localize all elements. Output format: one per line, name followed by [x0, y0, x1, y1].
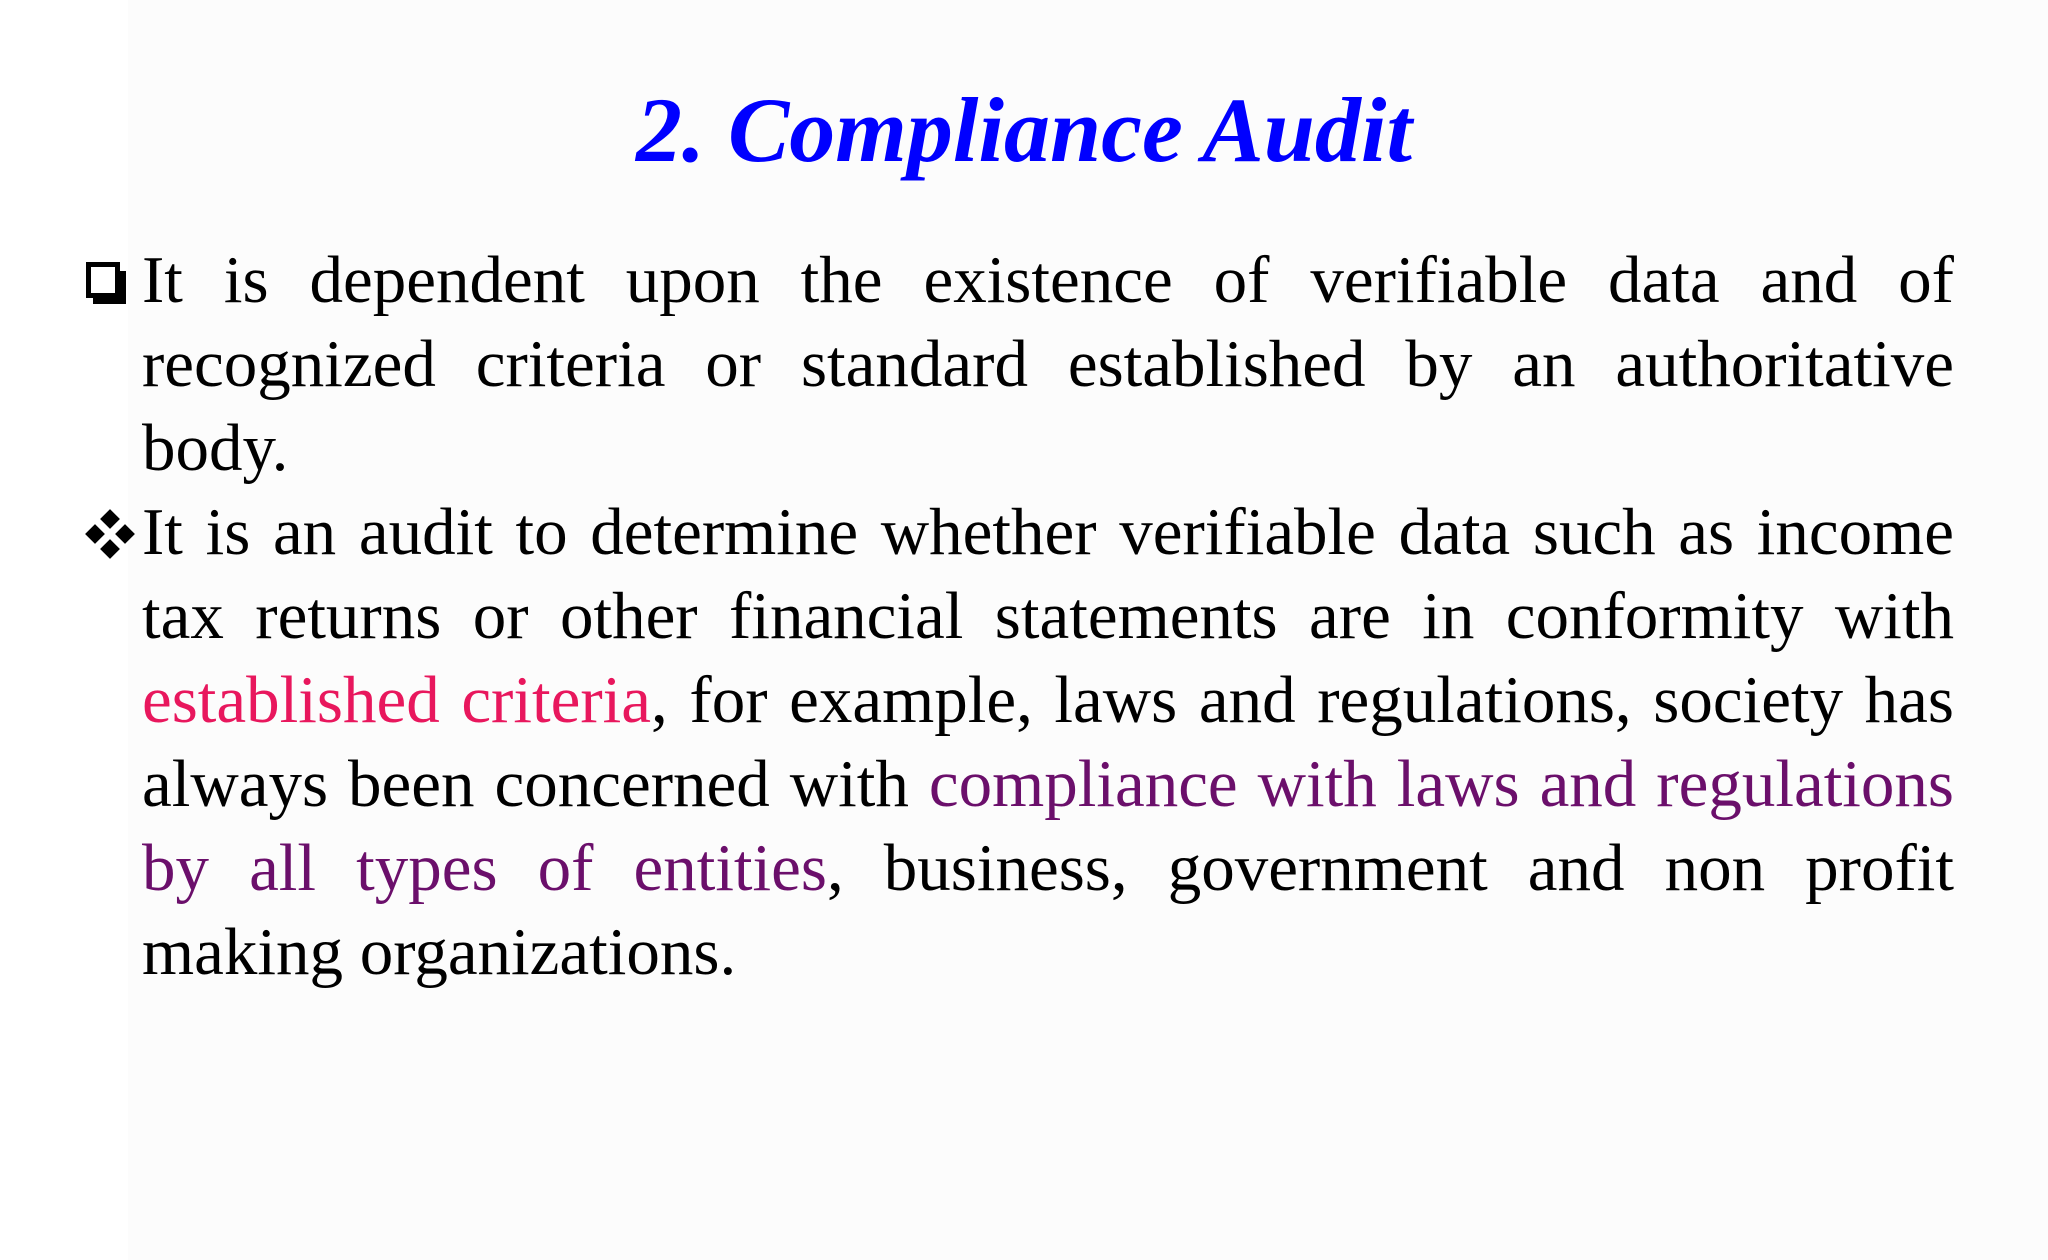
paragraph-1-text: It is dependent upon the existence of verifiable data and of recognized criteria or standard established by an authoritative body. [142, 243, 1954, 485]
highlight-established-criteria: established criteria [142, 663, 652, 737]
paragraph-2-text-part-2: , for example, laws and regulations, society has always been concerned with [142, 663, 1954, 821]
paragraph-2-text-part-3: , business, government and non profit making organizations. [142, 831, 1954, 989]
bullet-paragraph-2 [142, 490, 1954, 994]
hollow-square-bullet-icon [84, 238, 138, 322]
slide-title: 2. Compliance Audit [635, 79, 1413, 181]
bullet-paragraph-1 [142, 238, 1954, 490]
paragraph-2-text-part-1: It is an audit to determine whether verifiable data such as income tax returns or other financial statements are in conformity with [142, 495, 1954, 653]
four-diamond-bullet-icon [84, 490, 138, 574]
highlight-compliance-with-laws: compliance with laws and regulations by all types of entities [142, 747, 1955, 905]
